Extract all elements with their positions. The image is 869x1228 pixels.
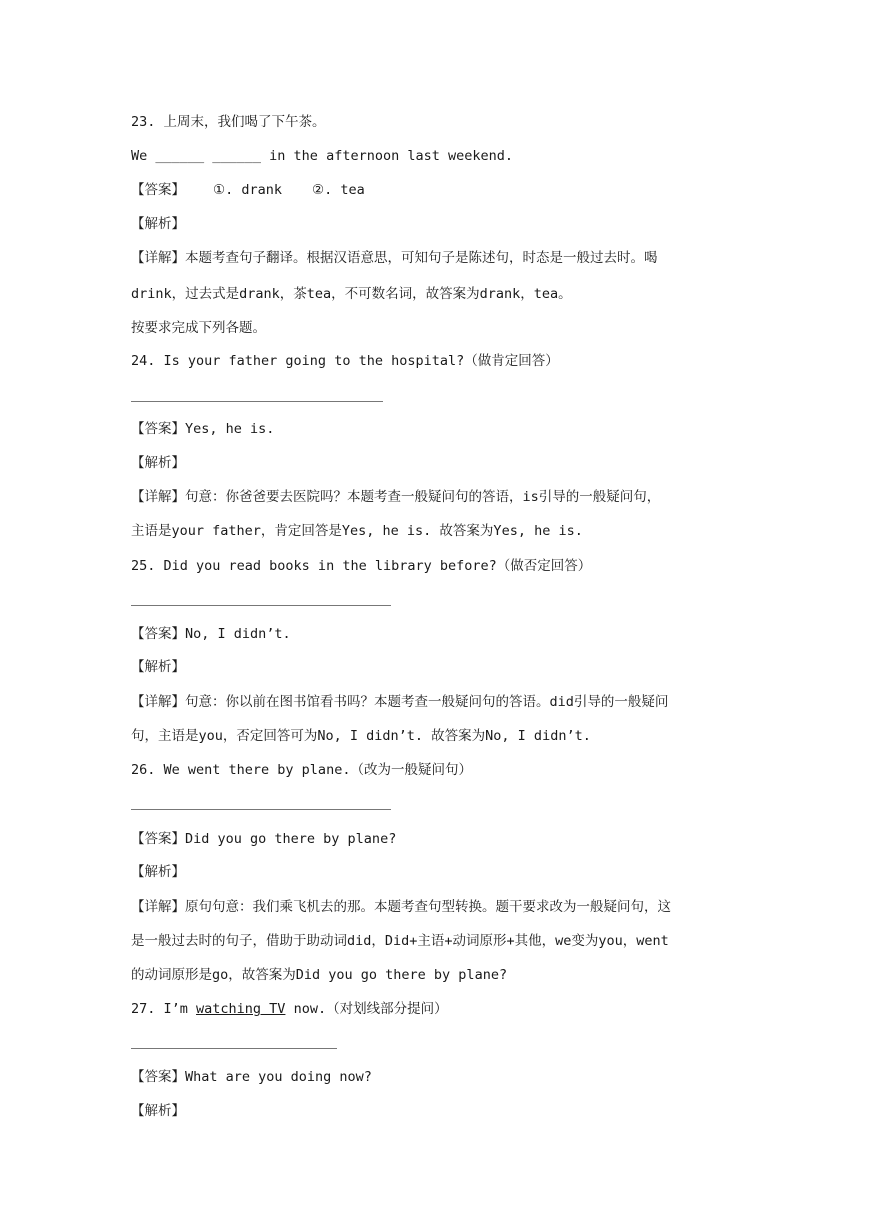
q26-analysis: 【解析】 (131, 864, 185, 880)
q23-blank-sentence: We ______ ______ in the afternoon last weekend. (131, 148, 514, 164)
q24-answer-blank-line (131, 401, 383, 402)
q27-underlined-phrase: watching TV (196, 1001, 286, 1017)
q23-detail-1: 【详解】本题考查句子翻译。根据汉语意思，可知句子是陈述句，时态是一般过去时。喝 (131, 250, 658, 266)
answer-tag: 【答案】 (131, 182, 185, 198)
q25-detail-1: 【详解】句意：你以前在图书馆看书吗？本题考查一般疑问句的答语。did引导的一般疑问 (131, 694, 669, 710)
q26-answer: 【答案】Did you go there by plane? (131, 831, 397, 847)
q23-analysis: 【解析】 (131, 216, 185, 232)
q23-answer-1: ①. drank (213, 182, 282, 198)
q26-answer-blank-line (131, 809, 391, 810)
q27-question (131, 999, 448, 1019)
q23-answer-2: ②. tea (312, 182, 365, 198)
q23-detail-2: drink，过去式是drank，茶tea，不可数名词，故答案为drank，tea。 (131, 286, 572, 302)
q25-question: 25. Did you read books in the library before?（做否定回答） (131, 558, 592, 574)
q27-answer: 【答案】What are you doing now? (131, 1069, 372, 1085)
q27-question-suffix: now.（对划线部分提问） (285, 1001, 448, 1017)
q24-answer: 【答案】Yes, he is. (131, 421, 275, 437)
q24-detail-1: 【详解】句意：你爸爸要去医院吗？本题考查一般疑问句的答语，is引导的一般疑问句， (131, 489, 661, 505)
q25-answer: 【答案】No, I didn’t. (131, 626, 291, 642)
q25-detail-2: 句，主语是you，否定回答可为No, I didn’t. 故答案为No, I didn’t. (131, 728, 591, 744)
q24-question: 24. Is your father going to the hospital?（做肯定回答） (131, 353, 559, 369)
q26-detail-1: 【详解】原句句意：我们乘飞机去的那。本题考查句型转换。题干要求改为一般疑问句，这 (131, 899, 671, 915)
q25-answer-blank-line (131, 605, 391, 606)
q24-detail-2: 主语是your father，肯定回答是Yes, he is. 故答案为Yes, he is. (131, 523, 583, 539)
q26-detail-3: 的动词原形是go，故答案为Did you go there by plane? (131, 967, 508, 983)
q25-analysis: 【解析】 (131, 659, 185, 675)
q27-question-prefix: 27. I’m (131, 1001, 197, 1017)
q27-answer-blank-line (131, 1048, 337, 1049)
q27-analysis: 【解析】 (131, 1103, 185, 1119)
q23-answer-line (131, 180, 365, 200)
q24-analysis: 【解析】 (131, 455, 185, 471)
q26-detail-2: 是一般过去时的句子，借助于助动词did，Did+主语+动词原形+其他，we变为you，went (131, 933, 669, 949)
q26-question: 26. We went there by plane.（改为一般疑问句） (131, 762, 472, 778)
section-instruction: 按要求完成下列各题。 (131, 320, 266, 336)
q23-question: 23. 上周末，我们喝了下午茶。 (131, 114, 326, 130)
